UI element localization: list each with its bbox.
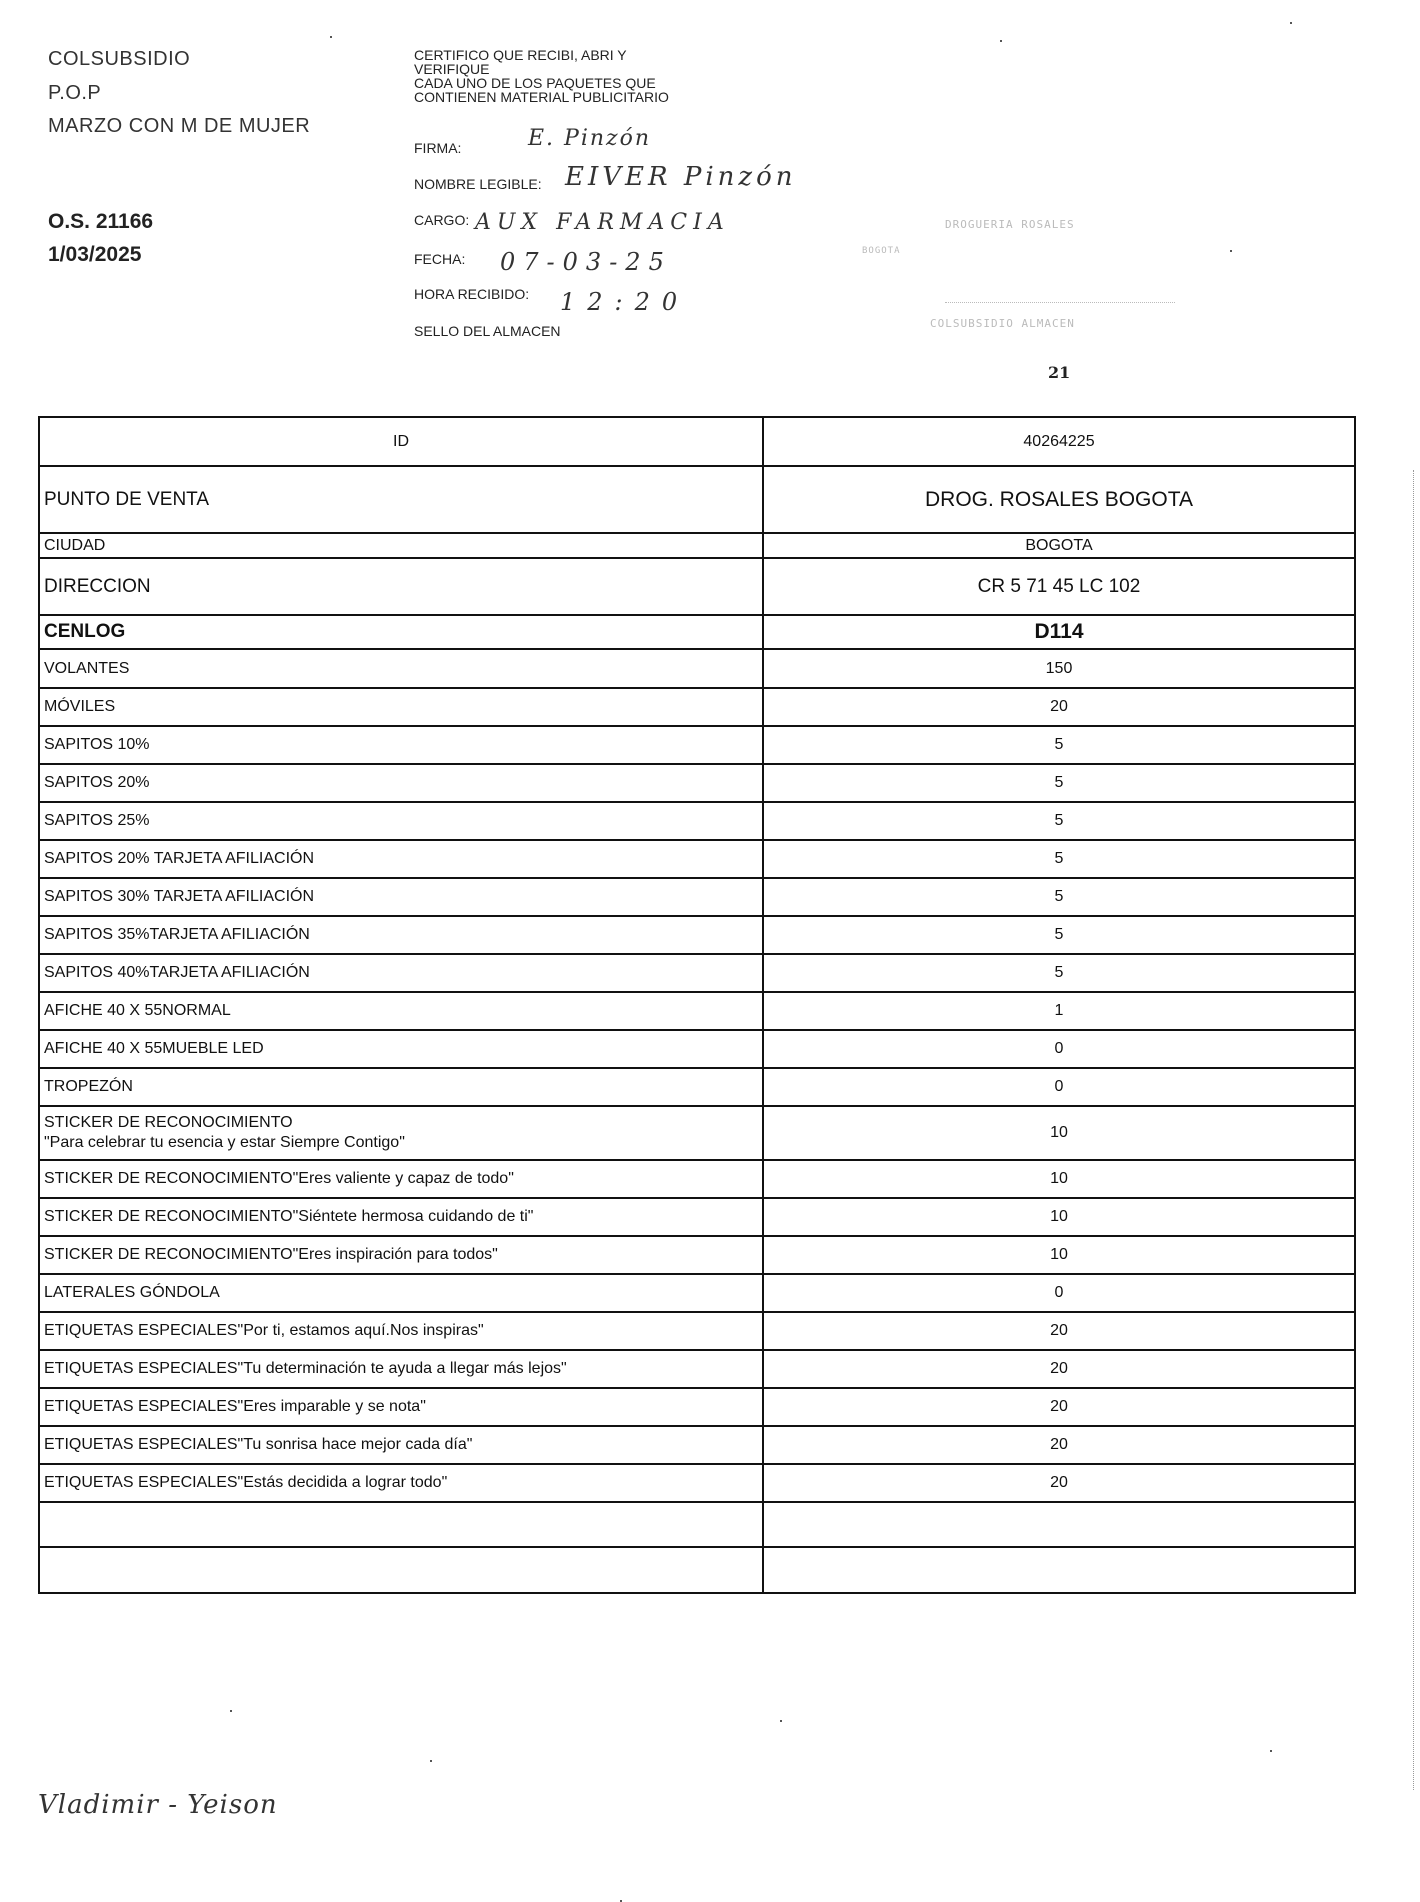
- table-row: [40, 1199, 1354, 1237]
- scan-speck: [1270, 1750, 1272, 1752]
- table-row: [40, 650, 1354, 689]
- table-row-empty: [40, 1503, 1354, 1548]
- stamp-line: COLSUBSIDIO ALMACEN: [930, 317, 1075, 330]
- row-value: 20: [1050, 1474, 1068, 1491]
- table-row: [40, 1275, 1354, 1313]
- scan-speck: [780, 1720, 782, 1722]
- row-value: 150: [1045, 659, 1073, 677]
- certification-line: CADA UNO DE LOS PAQUETES QUE: [414, 75, 656, 91]
- row-label: TROPEZÓN: [40, 1069, 764, 1105]
- table-row: [40, 689, 1354, 727]
- id-value: 40264225: [1023, 432, 1095, 450]
- row-value: DROG. ROSALES BOGOTA: [925, 487, 1193, 511]
- firma-signature: E. Pinzón: [528, 126, 652, 151]
- table-row: [40, 1161, 1354, 1199]
- table-row-id: [40, 418, 1354, 467]
- certification-line: CONTIENEN MATERIAL PUBLICITARIO: [414, 89, 669, 105]
- table-row: [40, 616, 1354, 650]
- row-value: 5: [1054, 964, 1064, 981]
- row-value: BOGOTA: [1025, 536, 1093, 554]
- scan-speck: [1290, 22, 1292, 24]
- firma-label: FIRMA:: [414, 140, 462, 156]
- scan-speck: [330, 36, 332, 38]
- row-label: SAPITOS 20%: [40, 765, 764, 801]
- cargo-label: CARGO:: [414, 212, 470, 228]
- row-label: LATERALES GÓNDOLA: [40, 1275, 764, 1311]
- table-row: [40, 1389, 1354, 1427]
- campaign-name: MARZO CON M DE MUJER: [48, 115, 311, 137]
- document-type: P.O.P: [48, 82, 102, 104]
- row-label: DIRECCION: [40, 559, 764, 614]
- row-value: 5: [1054, 736, 1064, 753]
- scan-speck: [430, 1760, 432, 1762]
- row-label: MÓVILES: [40, 689, 764, 725]
- row-label: SAPITOS 30% TARJETA AFILIACIÓN: [40, 879, 764, 915]
- row-value: 10: [1050, 1246, 1068, 1263]
- row-label: SAPITOS 40%TARJETA AFILIACIÓN: [40, 955, 764, 991]
- table-row: [40, 1313, 1354, 1351]
- scan-speck: [1000, 40, 1002, 42]
- row-label: SAPITOS 20% TARJETA AFILIACIÓN: [40, 841, 764, 877]
- row-value: 5: [1054, 850, 1064, 867]
- table-row: [40, 765, 1354, 803]
- row-value: 10: [1050, 1208, 1068, 1225]
- row-value: 5: [1054, 888, 1064, 905]
- nombre-value: EIVER Pinzón: [565, 162, 797, 192]
- row-label: STICKER DE RECONOCIMIENTO"Eres valiente y capaz de todo": [40, 1161, 764, 1197]
- scan-speck: [1230, 250, 1232, 252]
- row-label: AFICHE 40 X 55NORMAL: [40, 993, 764, 1029]
- table-row: [40, 1237, 1354, 1275]
- hora-label: HORA RECIBIDO:: [414, 286, 530, 302]
- certification-line: CERTIFICO QUE RECIBI, ABRI Y: [414, 47, 627, 63]
- row-value: 20: [1050, 1436, 1068, 1453]
- certification-text: [414, 48, 669, 104]
- row-value: 0: [1054, 1284, 1064, 1301]
- row-label: PUNTO DE VENTA: [40, 467, 764, 532]
- row-label-line: STICKER DE RECONOCIMIENTO: [44, 1114, 293, 1131]
- stamp-line: DROGUERIA ROSALES: [945, 218, 1075, 231]
- row-label: [40, 1107, 764, 1159]
- row-value: 20: [1050, 698, 1068, 715]
- row-value: 0: [1054, 1040, 1064, 1057]
- row-value: 10: [1050, 1124, 1068, 1141]
- scan-speck: [230, 1710, 232, 1712]
- row-value: D114: [1034, 620, 1084, 643]
- table-row: [40, 1351, 1354, 1389]
- row-value: CR 5 71 45 LC 102: [977, 575, 1141, 597]
- hora-value: 12:20: [560, 288, 690, 316]
- nombre-label: NOMBRE LEGIBLE:: [414, 176, 542, 192]
- cargo-value: AUX FARMACIA: [475, 210, 730, 235]
- row-label-empty: [40, 1548, 764, 1592]
- row-label-empty: [40, 1503, 764, 1546]
- fecha-label: FECHA:: [414, 251, 466, 267]
- table-row: [40, 534, 1354, 559]
- row-value: 0: [1054, 1078, 1064, 1095]
- page-number: 21: [1048, 363, 1071, 382]
- row-value: 20: [1050, 1322, 1068, 1339]
- table-row: [40, 955, 1354, 993]
- table-row: [40, 917, 1354, 955]
- row-label: SAPITOS 35%TARJETA AFILIACIÓN: [40, 917, 764, 953]
- row-value: 20: [1050, 1360, 1068, 1377]
- row-label: ETIQUETAS ESPECIALES"Eres imparable y se nota": [40, 1389, 764, 1425]
- row-label: SAPITOS 25%: [40, 803, 764, 839]
- row-value: 5: [1054, 812, 1064, 829]
- fecha-value: 07-03-25: [500, 248, 672, 276]
- order-date: 1/03/2025: [48, 243, 142, 266]
- table-row: [40, 467, 1354, 534]
- table-row: [40, 841, 1354, 879]
- row-value: 20: [1050, 1398, 1068, 1415]
- stamp-line: BOGOTA: [862, 246, 901, 256]
- row-value: 5: [1054, 774, 1064, 791]
- stamp-rule: [945, 302, 1175, 303]
- materials-table: [38, 416, 1356, 1594]
- footer-signature: Vladimir - Yeison: [38, 1790, 278, 1820]
- row-label: ETIQUETAS ESPECIALES"Tu determinación te ayuda a llegar más lejos": [40, 1351, 764, 1387]
- row-label: SAPITOS 10%: [40, 727, 764, 763]
- row-label-line: "Para celebrar tu esencia y estar Siempre Contigo": [44, 1134, 405, 1151]
- row-value-empty: [764, 1503, 1354, 1546]
- row-label: STICKER DE RECONOCIMIENTO"Eres inspiración para todos": [40, 1237, 764, 1273]
- row-label: VOLANTES: [40, 650, 764, 687]
- table-row: [40, 559, 1354, 616]
- row-value: 10: [1050, 1170, 1068, 1187]
- table-row: [40, 1427, 1354, 1465]
- row-label: AFICHE 40 X 55MUEBLE LED: [40, 1031, 764, 1067]
- table-row: [40, 1031, 1354, 1069]
- row-label: STICKER DE RECONOCIMIENTO"Siéntete hermosa cuidando de ti": [40, 1199, 764, 1235]
- row-label: ETIQUETAS ESPECIALES"Estás decidida a lograr todo": [40, 1465, 764, 1501]
- company-name: COLSUBSIDIO: [48, 48, 191, 70]
- table-row: [40, 1069, 1354, 1107]
- row-label: ETIQUETAS ESPECIALES"Por ti, estamos aquí.Nos inspiras": [40, 1313, 764, 1349]
- table-row: [40, 879, 1354, 917]
- id-label: ID: [40, 418, 764, 465]
- row-value-empty: [764, 1548, 1354, 1592]
- sello-label: SELLO DEL ALMACEN: [414, 323, 561, 339]
- row-label: CENLOG: [40, 616, 764, 648]
- table-row-empty: [40, 1548, 1354, 1594]
- table-row: [40, 803, 1354, 841]
- table-row: [40, 727, 1354, 765]
- order-number: O.S. 21166: [48, 210, 154, 233]
- table-row: [40, 993, 1354, 1031]
- row-label: CIUDAD: [40, 534, 764, 557]
- row-value: 1: [1054, 1002, 1064, 1019]
- certification-line: VERIFIQUE: [414, 61, 490, 77]
- table-row: [40, 1107, 1354, 1161]
- scan-edge-line: [1413, 470, 1414, 1790]
- row-label: ETIQUETAS ESPECIALES"Tu sonrisa hace mejor cada día": [40, 1427, 764, 1463]
- table-row: [40, 1465, 1354, 1503]
- row-value: 5: [1054, 926, 1064, 943]
